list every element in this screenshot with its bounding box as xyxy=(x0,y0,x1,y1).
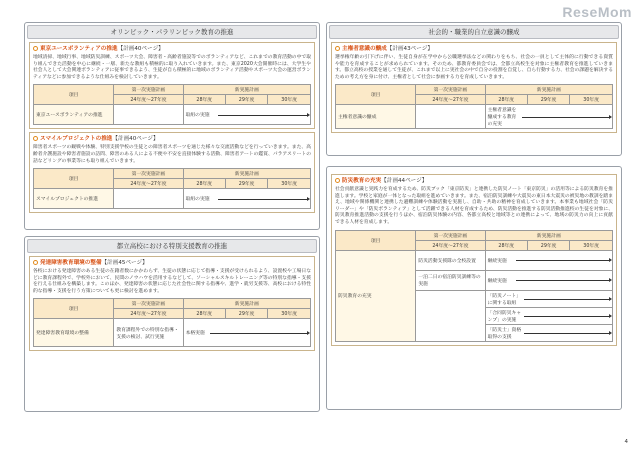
header-y28: 28年度 xyxy=(183,179,225,189)
header-plan1: 第一次実施計画 xyxy=(114,85,183,95)
header-y28: 28年度 xyxy=(485,240,527,250)
plan1-cell-b: 一泊二日の宿泊防災訓練等の実施 xyxy=(416,270,485,290)
circle-bullet-icon xyxy=(335,46,340,51)
plan1-cell: 教育課程外での特別な指導・支援の検討、試行実施 xyxy=(114,319,183,347)
timeline-arrow-icon xyxy=(524,299,610,300)
resemom-watermark: ReseMom xyxy=(562,4,632,20)
section-header: 社会的・職業的自立意識の醸成 xyxy=(329,25,619,39)
header-item: 項目 xyxy=(34,169,114,189)
item-smile-project xyxy=(29,132,315,213)
section-header: 都立高校における特別支援教育の推進 xyxy=(27,239,317,253)
circle-bullet-icon xyxy=(33,260,38,265)
timeline-arrow-icon xyxy=(524,316,610,317)
item-description: 障害者スポーツの観戦や体験、特別支援学校の生徒との障害者スポーツを通じた様々な交流活動などを行っていきます。また、高齢者介護施設や障害者施設の訪問、障害のある人による不便や不安を直接体験する活動、障害者アートの鑑賞、パラアスリートの話などリングの事業等にも取り組んでいきます。 xyxy=(33,145,311,164)
new-plan-text: 「合同防災キャンプ」の実施 xyxy=(487,310,522,323)
header-new-plan: 新実施計画 xyxy=(485,85,612,95)
new-plan-cell xyxy=(485,290,612,307)
header-new-plan: 新実施計画 xyxy=(183,299,310,309)
item-youth-volunteer xyxy=(29,42,315,129)
new-plan-text: 本格実施 xyxy=(185,331,205,337)
row-label: 発達障害教育環境の整備 xyxy=(34,319,114,347)
timeline-arrow-icon xyxy=(524,333,610,334)
row-label: スマイルプロジェクトの推進 xyxy=(34,189,114,209)
header-y29: 29年度 xyxy=(527,240,569,250)
plan-reference: 【計画44ページ】 xyxy=(381,178,428,184)
header-item: 項目 xyxy=(336,230,416,250)
header-plan1: 第一次実施計画 xyxy=(114,169,183,179)
header-y30: 30年度 xyxy=(268,309,311,319)
row-label: 防災教育の充実 xyxy=(336,250,416,341)
plan-reference: 【計画45ページ】 xyxy=(101,260,148,266)
schedule-table xyxy=(335,84,613,129)
schedule-table xyxy=(33,168,311,209)
item-description: 各校における発達障害のある生徒の在籍者数にかかわらず、生徒の状態に応じて指導・支援が受けられるよう、設置校や工場日などに教育課程外で、学校外において、民間のノウハウを活用するなどして、ソーシャルスキルトレーニング等の特別な指導・支援を行える仕組みを構築します。このほか、発達障害の状態に応じた社会性に関する指導や、進学・就労支援等、高校における特性的な指導・支援を行う方策についても更に検討を進めます。 xyxy=(33,269,311,294)
timeline-arrow-icon xyxy=(516,260,610,261)
olympic-education-section xyxy=(24,22,320,230)
row-label: 主権者意識の醸成 xyxy=(336,105,416,129)
new-plan-cell xyxy=(183,189,310,209)
header-plan1: 第一次実施計画 xyxy=(416,85,485,95)
header-y29: 29年度 xyxy=(225,179,267,189)
header-item: 項目 xyxy=(34,299,114,319)
header-item: 項目 xyxy=(336,85,416,105)
timeline-arrow-icon xyxy=(516,280,610,281)
new-plan-text: 主権者意識を醸成する教育の充実 xyxy=(488,106,520,127)
header-new-plan: 新実施計画 xyxy=(485,230,612,240)
header-plan1: 第一次実施計画 xyxy=(416,230,485,240)
new-plan-cell xyxy=(485,250,612,270)
new-plan-cell xyxy=(485,324,612,341)
header-y28: 28年度 xyxy=(183,95,225,105)
timeline-arrow-icon xyxy=(218,115,308,116)
item-description: 地域清掃、地域行事、地域防災訓練、スポーツ大会、障害者・高齢者施設等でのボランティアなど、これまでの教育活動の中で取り組んできた活動を中心に継続・一層、新たな教組も積極的に取り入れていきます。また、東京2020大会開催時には、大学生や社会人として大会関連ボランティアに従事できるよう、生徒が自ら積極的に地域のボランティア活動やスポーツ大会の運営ボランティアなどに参加できるような仕組みを検討していきます。 xyxy=(33,55,311,80)
item-disaster-prevention xyxy=(331,174,617,346)
header-y29: 29年度 xyxy=(225,309,267,319)
new-plan-cell xyxy=(183,105,310,125)
special-support-section xyxy=(24,236,320,412)
page-number: 4 xyxy=(624,439,628,445)
new-plan-cell xyxy=(485,105,612,129)
header-y28: 28年度 xyxy=(183,309,225,319)
header-plan1-years: 24年度〜27年度 xyxy=(114,179,183,189)
plan-reference: 【計画43ページ】 xyxy=(386,46,433,52)
left-column xyxy=(24,22,320,412)
header-y29: 29年度 xyxy=(527,95,569,105)
item-description: 選挙権年齢の引下げに伴い、生徒自身が在学中から公職選挙法などの関わりをもち、社会の一員として主体的に行動できる資質や能力を育成することが求められています。そのため、都教育委員会では、全都立高校生を対象に主権者教育を推進していきます。都立高校の授業を通して生徒が、これまで以上に実社会の中で自分の役割を自覚し、自ら行動する力、社会の課題を解決するための考え方を身に付け、主権者として社会に参画する力を育成していきます。 xyxy=(335,55,613,80)
schedule-table xyxy=(335,230,613,342)
new-plan-cell xyxy=(183,319,310,347)
career-independence-section xyxy=(326,22,622,156)
new-plan-text: 「防災ノート」に関する取組 xyxy=(487,293,521,306)
item-title: 発達障害教育環境の整備 xyxy=(40,260,102,266)
header-y30: 30年度 xyxy=(570,95,613,105)
item-title: スマイルプロジェクトの推進 xyxy=(40,136,113,143)
header-y30: 30年度 xyxy=(268,95,311,105)
circle-bullet-icon xyxy=(33,46,38,51)
item-title: 主権者意識の醸成 xyxy=(342,46,387,52)
header-plan1-years: 24年度〜27年度 xyxy=(416,240,485,250)
right-column xyxy=(326,22,622,410)
plan-reference: 【計画40ページ】 xyxy=(117,46,164,52)
section-header: オリンピック・パラリンピック教育の推進 xyxy=(27,25,317,39)
plan1-cell-empty xyxy=(416,290,485,341)
new-plan-text: 「防災士」資格取得の支援 xyxy=(487,327,522,340)
disaster-education-section xyxy=(326,166,622,410)
header-plan1-years: 24年度〜27年度 xyxy=(114,309,183,319)
schedule-table xyxy=(33,298,311,347)
header-y28: 28年度 xyxy=(485,95,527,105)
plan1-cell xyxy=(114,105,183,125)
item-developmental-support xyxy=(29,256,315,351)
item-title: 防災教育の充実 xyxy=(342,178,382,184)
header-new-plan: 新実施計画 xyxy=(183,85,310,95)
new-plan-text: 取組の実施 xyxy=(185,113,210,119)
new-plan-text: 取組の実施 xyxy=(185,197,210,203)
row-label: 東京ユースボランティアの推進 xyxy=(34,105,114,125)
plan-reference: 【計画40ページ】 xyxy=(112,136,159,143)
new-plan-cell xyxy=(485,307,612,324)
header-y30: 30年度 xyxy=(570,240,613,250)
new-plan-text: 継続実施 xyxy=(487,278,507,284)
circle-bullet-icon xyxy=(335,178,340,183)
timeline-arrow-icon xyxy=(210,333,308,334)
header-item: 項目 xyxy=(34,85,114,105)
header-new-plan: 新実施計画 xyxy=(183,169,310,179)
plan1-cell xyxy=(416,105,485,129)
item-title: 東京ユースボランティアの推進 xyxy=(40,46,118,52)
timeline-arrow-icon xyxy=(522,117,610,118)
header-y29: 29年度 xyxy=(225,95,267,105)
new-plan-text: 継続実施 xyxy=(487,258,507,264)
item-description: 社会貢献意識と実践力を育成するため、防災ブック「東京防災」と連携した防災ノート「東京防災」の活用等による防災教育を推進します。学校と家庭が一体となった取組を進めていきます。また、宿泊防災訓練や大震災の東日本大震災の被災地の教訓を踏まえ、地域や関係機関と連携した避難訓練や体験活動を実施し、自助・共助の精神を育成していきます。本事業も地域社会「防災リーダー」や「防災ボランティア」として活躍できる人材を育成するため、防災活動を推進する防災活動推進校の生徒を対象に、防災教育推進活動の支援を行うほか、宿泊防災体験の内容、各都立高校と地域等との連携によって、地域の防災力の向上に貢献できる人材を育成します。 xyxy=(335,187,613,225)
circle-bullet-icon xyxy=(33,136,38,141)
header-plan1-years: 24年度〜27年度 xyxy=(114,95,183,105)
schedule-table xyxy=(33,84,311,125)
header-plan1: 第一次実施計画 xyxy=(114,299,183,309)
header-y30: 30年度 xyxy=(268,179,311,189)
item-sovereignty xyxy=(331,42,617,133)
plan1-cell xyxy=(114,189,183,209)
timeline-arrow-icon xyxy=(218,199,308,200)
plan1-cell-a: 防災活動支援隊の全校設置 xyxy=(416,250,485,270)
new-plan-cell xyxy=(485,270,612,290)
header-plan1-years: 24年度〜27年度 xyxy=(416,95,485,105)
